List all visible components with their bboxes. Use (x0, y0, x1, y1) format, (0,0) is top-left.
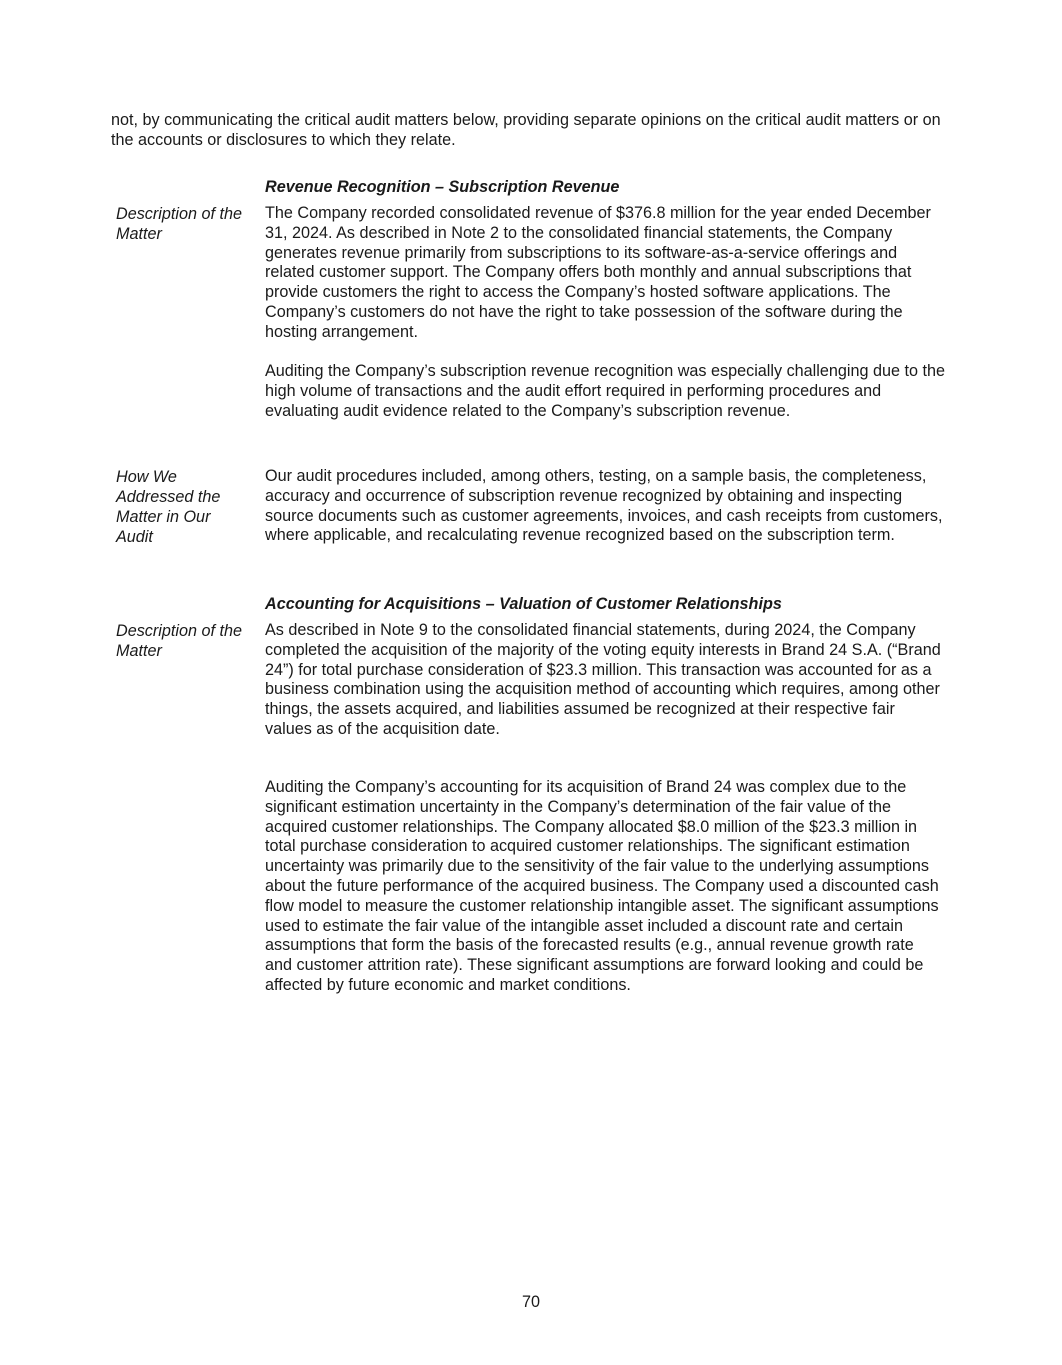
section-heading-revenue: Revenue Recognition – Subscription Revenue (265, 178, 620, 196)
addressed-paragraph: Our audit procedures included, among others, testing, on a sample basis, the completeness, accuracy and occurrence of subscription revenue recognized by obtaining and inspecting source documents such as customer agreements, invoices, and cash receipts from customers, where applicable, and recalculating revenue recognized based on the subscription term. (265, 467, 943, 545)
description-label: Description of the Matter (116, 622, 242, 660)
section-heading-acquisitions: Accounting for Acquisitions – Valuation of Customer Relationships (265, 595, 782, 613)
description-paragraph: Auditing the Company’s subscription revenue recognition was especially challenging due to the high volume of transactions and the audit effort required in performing procedures and evaluating audit evidence related to the Company’s subscription revenue. (265, 362, 945, 420)
addressed-label: How We Addressed the Matter in Our Audit (116, 468, 221, 546)
description-paragraph: The Company recorded consolidated revenue of $376.8 million for the year ended December 31, 2024. As described in Note 2 to the consolidated financial statements, the Company generates revenue primarily from subscriptions to its software-as-a-service offerings and related customer support. The Company offers both monthly and annual subscriptions that provide customers the right to access the Company’s hosted software applications. The Company’s customers do not have the right to take possession of the software during the hosting arrangement. (265, 204, 931, 341)
description-label: Description of the Matter (116, 205, 242, 243)
page-number: 70 (521, 1293, 540, 1311)
description-paragraph: As described in Note 9 to the consolidated financial statements, during 2024, the Company completed the acquisition of the majority of the voting equity interests in Brand 24 S.A. (“Brand 24”) for total purchase consideration of $23.3 million. This transaction was accounted for as a business combination using the acquisition method of accounting which requires, among other things, the assets acquired, and liabilities assumed be recognized at their respective fair values as of the acquisition date. (265, 621, 941, 738)
description-paragraph: Auditing the Company’s accounting for its acquisition of Brand 24 was complex due to the significant estimation uncertainty in the Company’s determination of the fair value of the acquired customer relationships. The Company allocated $8.0 million of the $23.3 million in total purchase consideration to acquired customer relationships. The significant estimation uncertainty was primarily due to the sensitivity of the fair value to the underlying assumptions about the future performance of the acquired business. The Company used a discounted cash flow model to measure the customer relationship intangible asset. The significant assumptions used to estimate the fair value of the intangible asset included a discount rate and certain assumptions that form the basis of the forecasted results (e.g., annual revenue growth rate and customer attrition rate). These significant assumptions are forward looking and could be affected by future economic and market conditions. (265, 778, 939, 994)
intro-paragraph: not, by communicating the critical audit matters below, providing separate opinions on the critical audit matters or on the accounts or disclosures to which they relate. (111, 111, 941, 149)
